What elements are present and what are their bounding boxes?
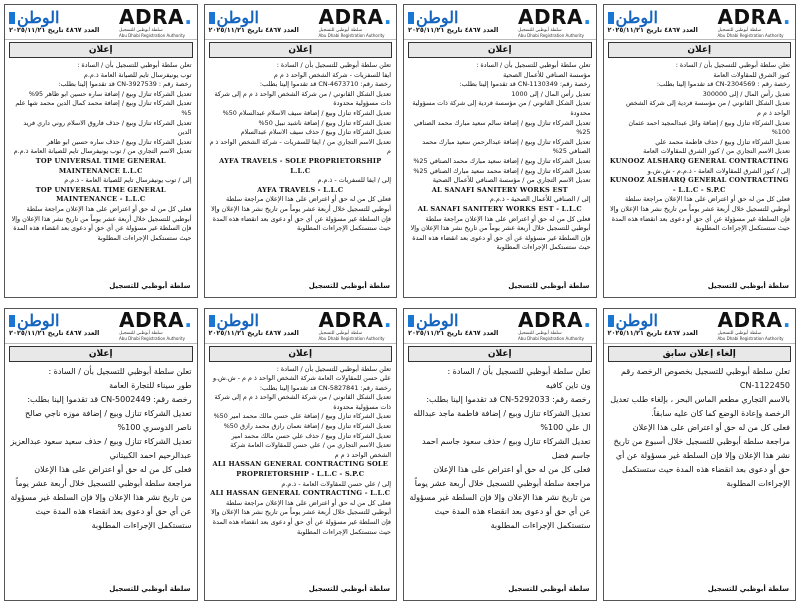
notice-line: تعديل الشكل القانوني / من مؤسسة فردية إلى شركة الشخص الواحد ذ م م	[625, 99, 790, 117]
notice-line: ون تاين كافيه	[545, 380, 591, 390]
notice-title: إعلان	[209, 42, 393, 58]
adra-subtitle-ar: سلطة أبوظبي للتسجيل	[717, 331, 762, 336]
notice-line: علي حسن للمقاولات العامة شركة الشخص الواحد ذ م م - ش.ش.و	[212, 374, 391, 383]
notice-line: تعلن سلطة أبوظبي للتسجيل بأن / السادة :	[276, 61, 391, 69]
notice-card	[603, 308, 797, 602]
notice-line: توب يونيفرسال تايم للصيانة العامة ذ.م.م	[83, 70, 192, 79]
notice-line: تعديل الشركاء تنازل وبيع / إضافة ناشيد نبيل 50%	[258, 118, 391, 127]
notice-line: تعديل الشركاء تنازل وبيع / حذف ساره حسين ابو ظاهر	[46, 137, 192, 146]
notice-line: تعلن سلطة أبوظبي للتسجيل بخصوص الرخصة رقم CN-1122450	[621, 366, 790, 390]
newspaper-name: الوطن	[216, 311, 259, 330]
notice-line: فعلى كل من له حق أو اعتراض على هذا الإعلان مراجعة سلطة أبوظبي للتسجيل خلال أربعة عشر يوماً من تاريخ نشر هذا الإعلان وإلا فإن السلطة غير مسؤولة عن أي حق أو دعوى بعد انقضاء هذه المدة حيث ستستكمل الإجراءات المطلوبة	[211, 498, 391, 536]
adra-wordmark: ADRA.	[318, 4, 392, 29]
notice-body	[5, 364, 197, 584]
newspaper-name: الوطن	[615, 7, 658, 27]
adra-subtitle-ar: سلطة أبوظبي للتسجيل	[518, 331, 562, 336]
notice-line: فعلى كل من له حق أو اعتراض على هذا الإعلان مراجعة سلطة أبوظبي للتسجيل خلال أربعة عشر يوماً من تاريخ نشر هذا الإعلان وإلا فإن السلطة غير مسؤولة عن أي حق أو دعوى بعد انقضاء هذه المدة حيث ستستكمل الإجراءات المطلوبة	[409, 464, 591, 530]
issue-date: العدد ٤٨٦٧ تاريخ ٢٠٢٥/١١/٢١	[607, 329, 698, 337]
adra-subtitle-en: Abu Dhabi Registration Authority	[119, 32, 186, 38]
adra-wordmark: ADRA.	[119, 308, 193, 332]
logo-bar-icon	[9, 315, 15, 327]
notice-line: مؤسسة الصنافي للأعمال الصحية	[503, 70, 591, 79]
issue-date: العدد ٤٨٦٧ تاريخ ٢٠٢٥/١١/٢١	[208, 329, 299, 337]
notice-line: بالاسم التجاري مطعم الماس البحر ، بإلغاء طلب تعديل الرخصة وإعادة الوضع كما كان عليه سابقاً.	[610, 394, 790, 418]
adra-subtitle-ar: سلطة أبوظبي للتسجيل	[717, 27, 762, 33]
notice-line: AYFA TRAVELS - SOLE PROPRIETORSHIP L.L.C	[219, 156, 382, 175]
notice-body	[604, 60, 796, 280]
notice-line: تعديل الشركاء تنازل وبيع / إضافة عبدالرحمن سعيد مبارك محمد الصنافي 25%	[422, 137, 591, 156]
adra-wordmark: ADRA.	[518, 308, 592, 332]
notice-footer: سلطة أبوظبي للتسجيل	[308, 585, 390, 593]
notice-line: إلى / علي حسن للمقاولات العامة - ذ.م.م	[281, 479, 391, 488]
notices-grid	[4, 4, 796, 601]
notice-title: إعلان	[608, 42, 792, 58]
notice-line: تعديل الاسم التجاري من / كنوز الشرق للمقاولات العامة	[643, 147, 790, 156]
adra-subtitle-en: Abu Dhabi Registration Authority	[318, 336, 385, 341]
notice-line: AL SANAFI SANITERY WORKS EST - L.L.C	[417, 204, 582, 213]
card-header	[404, 309, 596, 344]
newspaper-logo	[608, 313, 659, 329]
notice-line: رخصة رقم: CN-1130349 قد تقدموا إلينا بطلب:	[459, 80, 591, 89]
notice-line: فعلى كل من له حق أو اعتراض على هذا الإعلان مراجعة سلطة أبوظبي للتسجيل خلال أربعة عشر يوماً من تاريخ نشر هذا الإعلان وإلا فإن السلطة غير مسؤولة عن أي حق أو دعوى بعد انقضاء هذه المدة حيث ستستكمل الإجراءات المطلوبة	[11, 204, 192, 242]
newspaper-masthead	[208, 7, 299, 35]
notice-title: إعلان	[408, 42, 592, 58]
adra-logo	[717, 4, 791, 38]
newspaper-name: الوطن	[216, 7, 259, 27]
newspaper-logo	[9, 313, 60, 329]
notice-line: فعلى كل من له حق أو اعتراض على هذا الإعلان مراجعة سلطة أبوظبي للتسجيل خلال أسبوع من تاريخ نشر هذا الإعلان وإلا فإن السلطة غير مسؤولة عن أي حق أو دعوى بعد انقضاء هذه المدة حيث ستستكمل الإجراءات المطلوبة	[613, 422, 790, 488]
notice-line: إلى / الصنافي للأعمال الصحية - ذ.م.م	[489, 195, 591, 204]
notice-line: تعديل رأس المال / إلى 300000	[702, 89, 790, 98]
notice-line: تعديل الاسم التجاري من / علي حسن للمقاولات العامة شركة الشخص الواحد ذ م م	[230, 441, 391, 459]
newspaper-masthead	[9, 7, 100, 35]
notice-line: إلى / توب يونيفرسال تايم للصيانة العامة - ذ.م.م	[64, 176, 192, 185]
notice-line: TOP UNIVERSAL TIME GENERAL MAINTENANCE - L.L.C	[35, 185, 166, 204]
notice-card	[204, 308, 398, 602]
adra-subtitle-en: Abu Dhabi Registration Authority	[717, 336, 784, 341]
issue-date: العدد ٤٨٦٧ تاريخ ٢٠٢٥/١١/٢١	[408, 25, 499, 34]
notice-line: KUNOOZ ALSHARQ GENERAL CONTRACTING - L.L.C - S.P.C	[609, 176, 789, 194]
issue-date: العدد ٤٨٦٧ تاريخ ٢٠٢٥/١١/٢١	[9, 329, 100, 337]
adra-logo	[318, 4, 392, 38]
notice-title: إعلان	[209, 346, 393, 362]
adra-subtitle-en: Abu Dhabi Registration Authority	[717, 32, 784, 38]
adra-subtitle-en: Abu Dhabi Registration Authority	[119, 336, 186, 341]
notice-line: رخصة رقم : CN-3927539 قد تقدموا إلينا بطلب:	[58, 80, 192, 89]
newspaper-logo	[209, 313, 260, 329]
notice-title: إعلان	[9, 42, 193, 58]
newspaper-name: الوطن	[17, 7, 60, 27]
logo-bar-icon	[209, 12, 215, 24]
notice-line: KUNOOZ ALSHARQ GENERAL CONTRACTING	[609, 156, 789, 165]
notice-line: AL SANAFI SANITERY WORKS EST	[431, 185, 568, 194]
notice-line: تعديل الشركاء تنازل وبيع / إضافة فاطمة ماجد عبدالله ال علي 100%	[413, 408, 591, 432]
logo-bar-icon	[408, 315, 414, 327]
card-header	[404, 5, 596, 40]
notice-title: إعلان	[9, 346, 193, 362]
notice-line: إلى / كنوز الشرق للمقاولات العامة - ذ.م.م - ش.ش.و	[647, 166, 790, 175]
newspaper-masthead	[209, 313, 299, 338]
newspaper-masthead	[608, 313, 698, 338]
notice-line: تعديل الشركاء تنازل وبيع / إضافة وائل عبدالمجيد احمد عثمان 100%	[628, 118, 790, 137]
notice-title: إلغاء إعلان سابق	[608, 346, 792, 362]
notice-line: ALI HASSAN GENERAL CONTRACTING - L.L.C	[210, 489, 391, 498]
notice-line: فعلى كل من له حق أو اعتراض على هذا الإعلان مراجعة سلطة أبوظبي للتسجيل خلال أربعة عشر يوماً من تاريخ نشر هذا الإعلان وإلا فإن السلطة غير مسؤولة عن أي حق أو دعوى بعد انقضاء هذه المدة حيث ستستكمل الإجراءات المطلوبة	[410, 214, 591, 252]
notice-body	[404, 364, 596, 584]
notice-footer: سلطة أبوظبي للتسجيل	[109, 585, 191, 593]
card-header	[604, 5, 796, 40]
notice-title: إعلان	[408, 346, 592, 362]
notice-line: تعديل الشركاء تنازل وبيع / حذف سيف الاسلام عبدالسلام	[240, 128, 391, 137]
newspaper-masthead	[408, 7, 499, 35]
adra-subtitle-ar: سلطة أبوظبي للتسجيل	[318, 331, 363, 336]
notice-footer: سلطة أبوظبي للتسجيل	[508, 585, 590, 593]
adra-subtitle-ar: سلطة أبوظبي للتسجيل	[119, 27, 163, 33]
newspaper-masthead	[408, 313, 498, 338]
notice-line: تعلن سلطة أبوظبي للتسجيل بأن / السادة :	[77, 61, 192, 69]
notice-card	[403, 308, 597, 602]
notice-line: تعديل الشركاء تنازل وبيع / إضافة سالم سعيد مبارك محمد الصنافي 25%	[414, 118, 591, 137]
adra-logo	[119, 4, 193, 38]
notice-card	[4, 308, 198, 602]
notice-line: تعديل الاسم التجاري من / توب يونيفرسال تايم للصيانة العامة ذ.م.م	[13, 147, 192, 156]
notice-line: تعلن سلطة أبوظبي للتسجيل بأن / السادة :	[276, 364, 391, 373]
card-header	[5, 309, 197, 344]
newspaper-masthead	[9, 313, 99, 338]
card-header	[205, 309, 397, 344]
notice-line: تعديل الشركاء تنازل وبيع / إضافة محمد سعيد مبارك الصنافي 25%	[413, 166, 591, 175]
adra-subtitle-ar: سلطة أبوظبي للتسجيل	[119, 331, 163, 336]
issue-date: العدد ٤٨٦٧ تاريخ ٢٠٢٥/١١/٢١	[607, 25, 698, 34]
notice-line: طور سيناء للتجارة العامة	[109, 380, 192, 390]
adra-logo	[718, 310, 791, 341]
notice-footer: سلطة أبوظبي للتسجيل	[508, 281, 590, 290]
notice-line: تعديل الشركاء تنازل وبيع / حذف فاطمة محمد علي	[655, 137, 790, 146]
newspaper-name: الوطن	[416, 7, 459, 27]
notice-footer: سلطة أبوظبي للتسجيل	[707, 281, 789, 290]
notice-line: تعديل الشركاء تنازل وبيع / إضافة ساره حسين ابو ظاهر 95%	[28, 89, 192, 98]
logo-bar-icon	[608, 315, 614, 327]
notice-card	[4, 4, 198, 298]
notice-body	[604, 364, 796, 584]
notice-body	[205, 364, 397, 584]
newspaper-name: الوطن	[17, 311, 60, 330]
adra-wordmark: ADRA.	[518, 4, 592, 29]
issue-date: العدد ٤٨٦٧ تاريخ ٢٠٢٥/١١/٢١	[208, 25, 299, 34]
notice-line: كنوز الشرق للمقاولات العامة	[713, 70, 790, 79]
logo-bar-icon	[608, 12, 614, 24]
adra-subtitle-ar: سلطة أبوظبي للتسجيل	[518, 27, 562, 33]
notice-line: تعلن سلطة أبوظبي للتسجيل بأن / السادة :	[48, 366, 192, 376]
notice-body	[205, 60, 397, 280]
notice-line: تعديل الشكل القانوني / من شركة الشخص الواحد ذ م م إلى شركة ذات مسؤولية محدودة	[214, 393, 391, 411]
notice-body	[5, 60, 197, 280]
adra-logo	[518, 4, 592, 38]
notice-line: فعلى كل من له حق أو اعتراض على هذا الإعلان مراجعة سلطة أبوظبي للتسجيل خلال أربعة عشر يوماً من تاريخ نشر هذا الإعلان وإلا فإن السلطة غير مسؤولة عن أي حق أو دعوى بعد انقضاء هذه المدة حيث ستستكمل الإجراءات المطلوبة	[10, 464, 192, 530]
adra-wordmark: ADRA.	[717, 4, 791, 29]
notice-line: تعديل الشركاء تنازل وبيع / حذف علي حسن مالك محمد امير	[231, 431, 391, 440]
card-header	[604, 309, 796, 344]
newspaper-logo	[408, 7, 459, 27]
newspaper-logo	[408, 313, 459, 329]
adra-subtitle-en: Abu Dhabi Registration Authority	[518, 32, 585, 38]
notice-line: تعديل الشكل القانوني / من مؤسسة فردية إلى شركة ذات مسؤولية محدودة	[412, 99, 591, 117]
notice-line: ALI HASSAN GENERAL CONTRACTING SOLE PROPRIETORSHIP - L.L.C - S.P.C	[212, 460, 388, 479]
logo-bar-icon	[9, 12, 15, 24]
adra-logo	[119, 310, 192, 341]
notice-line: رخصة رقم: CN-5002449 قد تقدموا إلينا بطلب:	[27, 394, 192, 404]
notice-line: تعديل الشركاء تنازل وبيع / إضافة موزه ناجي صالح ناصر الدوسري 100%	[25, 408, 192, 432]
notice-line: تعديل الشركاء تنازل وبيع / حذف سعود جاسم احمد جاسم فضل	[422, 436, 591, 460]
notice-footer: سلطة أبوظبي للتسجيل	[707, 585, 789, 593]
notice-card	[204, 4, 398, 298]
card-header	[5, 5, 197, 40]
notice-line: رخصة رقم: CN-4673710 قد تقدموا إلينا بطلب:	[259, 80, 391, 89]
notice-line: تعديل الشكل القانوني / من شركة الشخص الواحد ذ م م إلى شركة ذات مسؤولية محدودة	[214, 89, 391, 108]
newspaper-masthead	[607, 7, 698, 35]
notice-line: TOP UNIVERSAL TIME GENERAL MAINTENANCE L.L.C	[35, 156, 166, 175]
notice-line: تعديل الشركاء تنازل وبيع / إضافة علي حسن مالك محمد امير 50%	[213, 412, 391, 421]
notice-line: ايفا للسفريات - شركة الشخص الواحد ذ م م	[273, 70, 391, 79]
notice-line: رخصة رقم : CN-2304569 قد تقدموا إلينا بطلب:	[656, 80, 790, 89]
notice-line: تعديل الاسم التجاري من / مؤسسة الصنافي للأعمال الصحية	[432, 176, 591, 185]
adra-logo	[518, 310, 591, 341]
notice-line: تعلن سلطة أبوظبي للتسجيل بأن / السادة :	[675, 61, 790, 69]
notice-footer: سلطة أبوظبي للتسجيل	[308, 281, 390, 290]
adra-wordmark: ADRA.	[717, 308, 791, 332]
newspaper-logo	[9, 7, 60, 27]
notice-line: إلى / ايفا للسفريات - ذ.م.م	[317, 176, 391, 185]
newspaper-name: الوطن	[615, 311, 658, 330]
adra-subtitle-ar: سلطة أبوظبي للتسجيل	[318, 27, 363, 33]
logo-bar-icon	[209, 315, 215, 327]
issue-date: العدد ٤٨٦٧ تاريخ ٢٠٢٥/١١/٢١	[408, 329, 499, 337]
notice-line: تعديل الشركاء تنازل وبيع / حذف سعيد سعود عبدالعزيز عبدالرحيم احمد الكبيتاني	[10, 436, 192, 460]
notice-line: تعديل الشركاء تنازل وبيع / إضافة محمد كمال الدين محمد شها علم 5%	[15, 99, 192, 117]
adra-wordmark: ADRA.	[318, 308, 392, 332]
newspaper-logo	[209, 7, 260, 27]
notice-card	[403, 4, 597, 298]
notice-line: تعديل رأس المال / إلى 1000	[511, 89, 591, 98]
notice-body	[404, 60, 596, 280]
notice-footer: سلطة أبوظبي للتسجيل	[109, 281, 191, 290]
notice-line: تعديل الشركاء تنازل وبيع / إضافة سعيد مبارك محمد الصنافي 25%	[413, 156, 591, 165]
newspaper-logo	[608, 7, 659, 27]
notice-line: تعديل الشركاء تنازل وبيع / حذف فاروق الاسلام روني داري فريد الدين	[23, 118, 192, 137]
adra-subtitle-en: Abu Dhabi Registration Authority	[318, 32, 385, 38]
adra-logo	[319, 310, 392, 341]
notice-line: فعلى كل من له حق أو اعتراض على هذا الإعلان مراجعة سلطة أبوظبي للتسجيل خلال أربعة عشر يوماً من تاريخ نشر هذا الإعلان وإلا فإن السلطة غير مسؤولة عن أي حق أو دعوى بعد انقضاء هذه المدة حيث ستستكمل الإجراءات المطلوبة	[211, 195, 391, 233]
notice-line: رخصة رقم: CN-5292033 قد تقدموا إلينا بطلب:	[426, 394, 591, 404]
notice-line: تعديل الشركاء تنازل وبيع / إضافة سيف الاسلام عبدالسلام 50%	[222, 108, 391, 117]
notice-line: تعلن سلطة أبوظبي للتسجيل بأن / السادة :	[447, 366, 591, 376]
adra-subtitle-en: Abu Dhabi Registration Authority	[518, 336, 585, 341]
newspaper-name: الوطن	[416, 311, 459, 330]
notice-line: تعديل الشركاء تنازل وبيع / إضافة نعمان رازق محمد رازق 50%	[223, 422, 391, 431]
adra-wordmark: ADRA.	[119, 4, 193, 29]
card-header	[205, 5, 397, 40]
notice-line: تعلن سلطة أبوظبي للتسجيل بأن / السادة :	[476, 61, 591, 69]
notice-line: فعلى كل من له حق أو اعتراض على هذا الإعلان مراجعة سلطة أبوظبي للتسجيل خلال أربعة عشر يوماً من تاريخ نشر هذا الإعلان وإلا فإن السلطة غير مسؤولة عن أي حق أو دعوى بعد انقضاء هذه المدة حيث ستستكمل الإجراءات المطلوبة	[610, 195, 790, 233]
notice-line: تعديل الاسم التجاري من / ايفا للسفريات - شركة الشخص الواحد ذ م م	[209, 137, 391, 156]
issue-date: العدد ٤٨٦٧ تاريخ ٢٠٢٥/١١/٢١	[9, 25, 100, 34]
notice-line: رخصة رقم: CN-5827841 قد تقدموا إلينا بطلب:	[259, 383, 391, 392]
notice-line: AYFA TRAVELS - L.L.C	[257, 185, 344, 194]
logo-bar-icon	[408, 12, 414, 24]
notice-card	[603, 4, 797, 298]
